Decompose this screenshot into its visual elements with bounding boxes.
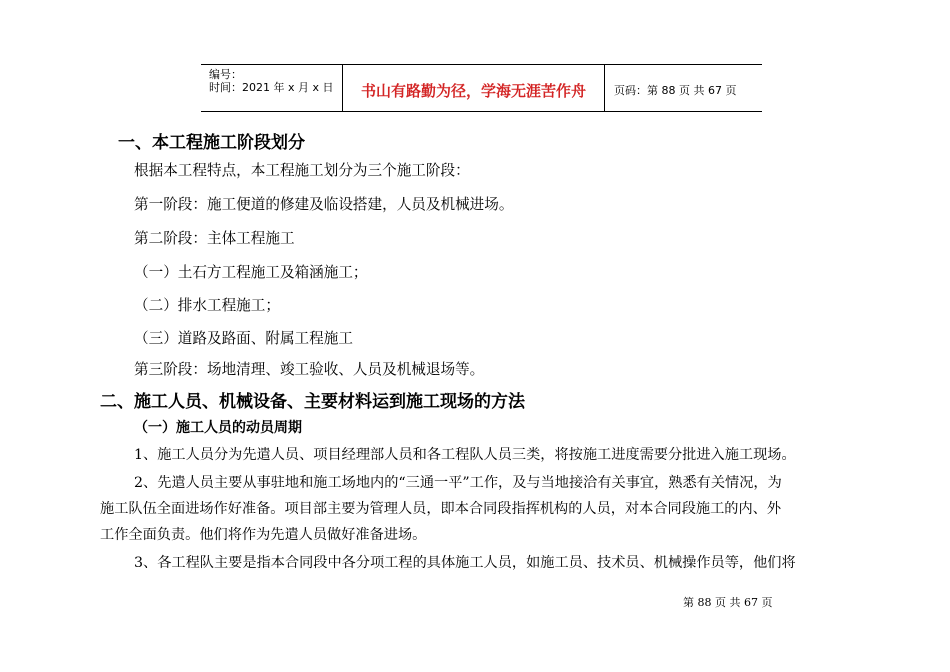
- paragraph: （三）道路及路面、附属工程施工: [134, 330, 353, 347]
- section-1-title: 一、本工程施工阶段划分: [118, 133, 305, 153]
- paragraph: （一）土石方工程施工及箱涵施工；: [134, 264, 368, 281]
- paragraph: 2、先遣人员主要从事驻地和施工场地内的“三通一平”工作，及与当地接洽有关事宜，熟悉有关情况，为: [134, 475, 782, 491]
- paragraph: 3、各工程队主要是指本合同段中各分项工程的具体施工人员，如施工员、技术员、机械操作员等，他们将: [134, 555, 796, 571]
- paragraph: 根据本工程特点，本工程施工划分为三个施工阶段：: [134, 162, 470, 179]
- paragraph: （二）排水工程施工；: [134, 297, 280, 314]
- paragraph: 第一阶段：施工便道的修建及临设搭建，人员及机械进场。: [134, 196, 514, 213]
- subsection-title: （一）施工人员的动员周期: [134, 420, 302, 436]
- paragraph: 施工队伍全面进场作好准备。项目部主要为管理人员，即本合同段指挥机构的人员，对本合同段施工的内、外: [100, 501, 782, 517]
- number-label: 编号：: [209, 68, 242, 81]
- paragraph: 工作全面负责。他们将作为先遣人员做好准备进场。: [100, 527, 427, 543]
- paragraph: 第三阶段：场地清理、竣工验收、人员及机械退场等。: [134, 361, 485, 378]
- header-page-info: 页码：第 88 页 共 67 页: [614, 84, 737, 97]
- time-label: 时间：2021 年 x 月 x 日: [209, 81, 334, 94]
- page-header: [201, 64, 762, 112]
- header-motto: 书山有路勤为径，学海无涯苦作舟: [343, 65, 605, 111]
- paragraph: 第二阶段：主体工程施工: [134, 230, 295, 247]
- page-footer: 第 88 页 共 67 页: [683, 596, 773, 609]
- header-meta: [201, 65, 343, 111]
- section-2-title: 二、施工人员、机械设备、主要材料运到施工现场的方法: [100, 392, 525, 412]
- paragraph: 1、施工人员分为先遣人员、项目经理部人员和各工程队人员三类，将按施工进度需要分批进入施工现场。: [134, 447, 796, 463]
